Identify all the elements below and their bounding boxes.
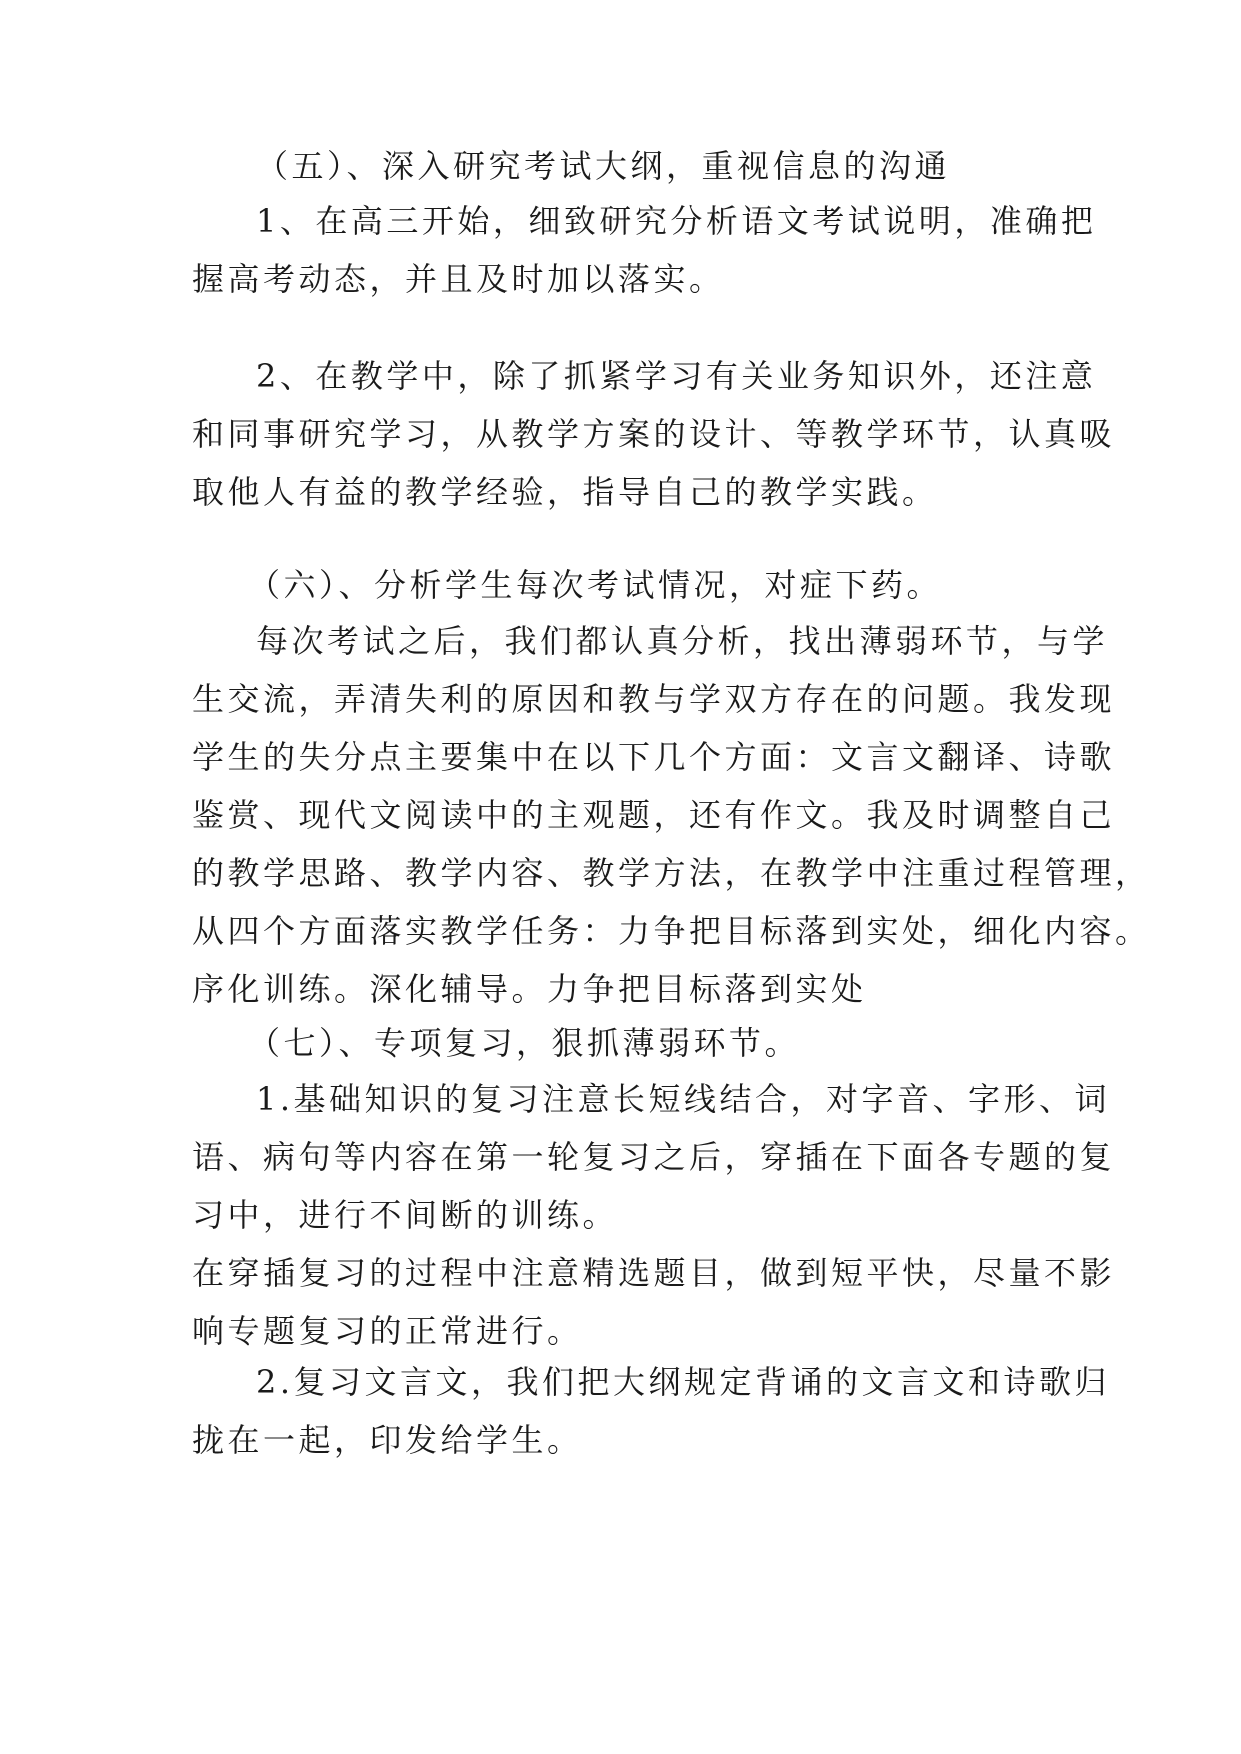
- paragraph-line: 生交流，弄清失利的原因和教与学双方存在的问题。我发现: [192, 680, 1116, 718]
- paragraph-line: 2.复习文言文，我们把大纲规定背诵的文言文和诗歌归: [256, 1363, 1111, 1401]
- heading-line: （七）、专项复习，狠抓薄弱环节。: [248, 1024, 801, 1062]
- paragraph-line: 响专题复习的正常进行。: [192, 1312, 583, 1350]
- paragraph-line: 2、在教学中，除了抓紧学习有关业务知识外，还注意: [256, 357, 1097, 395]
- paragraph-line: 取他人有益的教学经验，指导自己的教学实践。: [192, 473, 938, 511]
- paragraph-line: 拢在一起，印发给学生。: [192, 1421, 583, 1459]
- section-6-body: [192, 612, 1151, 1018]
- paragraph-line: 每次考试之后，我们都认真分析，找出薄弱环节，与学: [256, 622, 1109, 660]
- paragraph-line: 握高考动态，并且及时加以落实。: [192, 260, 725, 298]
- section-5-item-1: [192, 192, 1097, 308]
- paragraph-line: 1、在高三开始，细致研究分析语文考试说明，准确把: [256, 202, 1097, 240]
- paragraph-line: 鉴赏、现代文阅读中的主观题，还有作文。我及时调整自己: [192, 796, 1116, 834]
- paragraph-line: 在穿插复习的过程中注意精选题目，做到短平快，尽量不影: [192, 1254, 1116, 1292]
- paragraph-line: 和同事研究学习，从教学方案的设计、等教学环节，认真吸: [192, 415, 1116, 453]
- paragraph-line: 习中，进行不间断的训练。: [192, 1196, 619, 1234]
- section-6-heading: [192, 556, 1054, 614]
- section-5-item-2: [192, 347, 1116, 521]
- section-7-item-2: [192, 1353, 1111, 1469]
- heading-line: （五）、深入研究考试大纲，重视信息的沟通: [256, 147, 951, 185]
- paragraph-line: 语、病句等内容在第一轮复习之后，穿插在下面各专题的复: [192, 1138, 1116, 1176]
- paragraph-line: 1.基础知识的复习注意长短线结合，对字音、字形、词: [256, 1080, 1111, 1118]
- paragraph-line: 序化训练。深化辅导。力争把目标落到实处: [192, 970, 867, 1008]
- paragraph-line: 学生的失分点主要集中在以下几个方面：文言文翻译、诗歌: [192, 738, 1116, 776]
- section-5-heading: [192, 137, 1054, 195]
- section-7-item-1: [192, 1070, 1116, 1360]
- heading-line: （六）、分析学生每次考试情况，对症下药。: [248, 566, 943, 604]
- paragraph-line: 的教学思路、教学内容、教学方法，在教学中注重过程管理，: [192, 854, 1151, 892]
- section-7-heading: [192, 1014, 1054, 1072]
- paragraph-line: 从四个方面落实教学任务：力争把目标落到实处，细化内容。: [192, 912, 1151, 950]
